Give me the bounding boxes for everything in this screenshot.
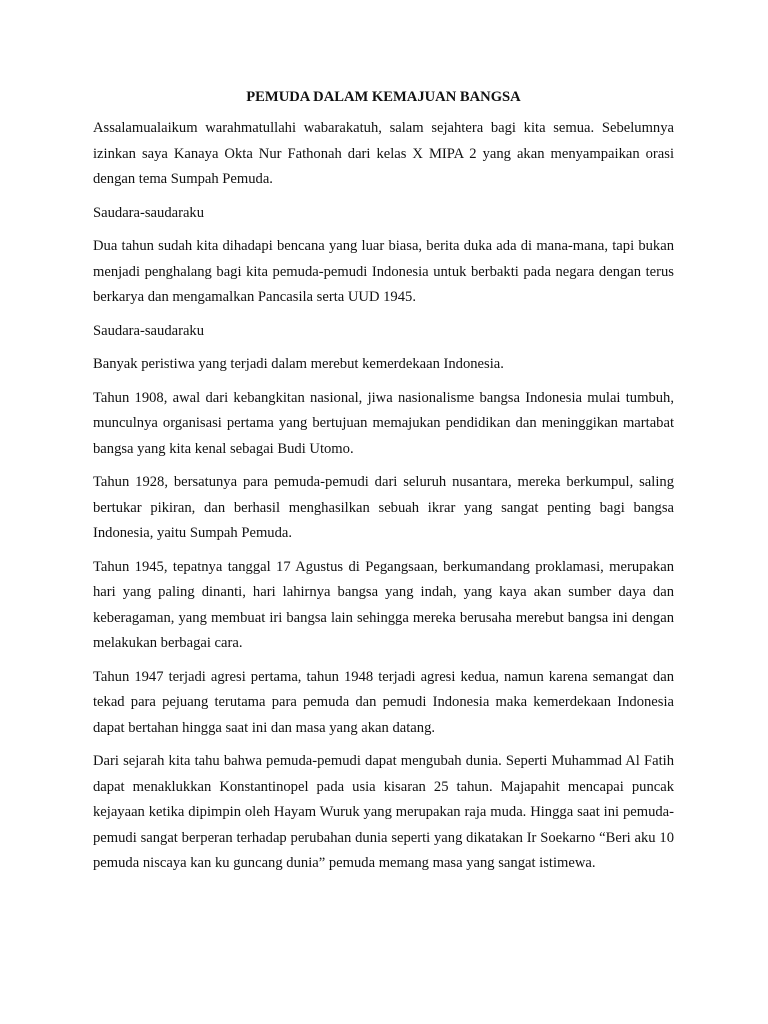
paragraph-1928: Tahun 1928, bersatunya para pemuda-pemudi dari seluruh nusantara, mereka berkumpul, saling bertukar pikiran, dan berhasil menghasilkan sebuah ikrar yang sangat penting bagi bangsa Indonesia, yaitu Sumpah Pemuda. <box>93 474 674 541</box>
paragraph-pandemic: Dua tahun sudah kita dihadapi bencana yang luar biasa, berita duka ada di mana-mana, tapi bukan menjadi penghalang bagi kita pemuda-pemudi Indonesia untuk berbakti pada negara dengan terus berkarya dan mengamalkan Pancasila serta UUD 1945. <box>93 238 674 305</box>
paragraph-events-intro: Banyak peristiwa yang terjadi dalam merebut kemerdekaan Indonesia. <box>93 356 504 372</box>
paragraph-greeting: Assalamualaikum warahmatullahi wabarakatuh, salam sejahtera bagi kita semua. Sebelumnya izinkan saya Kanaya Okta Nur Fathonah dari kelas X MIPA 2 yang akan menyampaikan orasi dengan tema Sumpah Pemuda. <box>93 120 674 187</box>
paragraph-salutation: Saudara-saudaraku <box>93 322 205 339</box>
paragraph-history: Dari sejarah kita tahu bahwa pemuda-pemudi dapat mengubah dunia. Seperti Muhammad Al Fatih dapat menaklukkan Konstantinopel pada usia kisaran 25 tahun. Majapahit mencapai puncak kejayaan ketika dipimpin oleh Hayam Wuruk yang merupakan raja muda. Hingga saat ini pemuda-pemudi sangat berperan terhadap perubahan dunia seperti yang dikatakan Ir Soekarno “Beri aku 10 pemuda niscaya kan ku guncang dunia” pemuda memang masa yang sangat istimewa. <box>93 753 674 871</box>
paragraph-1945: Tahun 1945, tepatnya tanggal 17 Agustus di Pegangsaan, berkumandang proklamasi, merupakan hari yang paling dinanti, hari lahirnya bangsa yang indah, yang kaya akan sumber daya dan keberagaman, yang membuat iri bangsa lain sehingga mereka berusaha merebut bangsa ini dengan melakukan berbagai cara. <box>93 558 674 651</box>
paragraph-salutation: Saudara-saudaraku <box>93 204 205 221</box>
document-title: PEMUDA DALAM KEMAJUAN BANGSA <box>246 89 521 105</box>
paragraph-1947-1948: Tahun 1947 terjadi agresi pertama, tahun 1948 terjadi agresi kedua, namun karena semangat dan tekad para pejuang terutama para pemuda dan pemudi Indonesia maka kemerdekaan Indonesia dapat bertahan hingga saat ini dan masa yang akan datang. <box>93 668 674 736</box>
document-page <box>93 86 674 885</box>
paragraph-1908: Tahun 1908, awal dari kebangkitan nasional, jiwa nasionalisme bangsa Indonesia mulai tumbuh, munculnya organisasi pertama yang bertujuan memajukan pendidikan dan meninggikan martabat bangsa yang kita kenal sebagai Budi Utomo. <box>93 389 674 457</box>
